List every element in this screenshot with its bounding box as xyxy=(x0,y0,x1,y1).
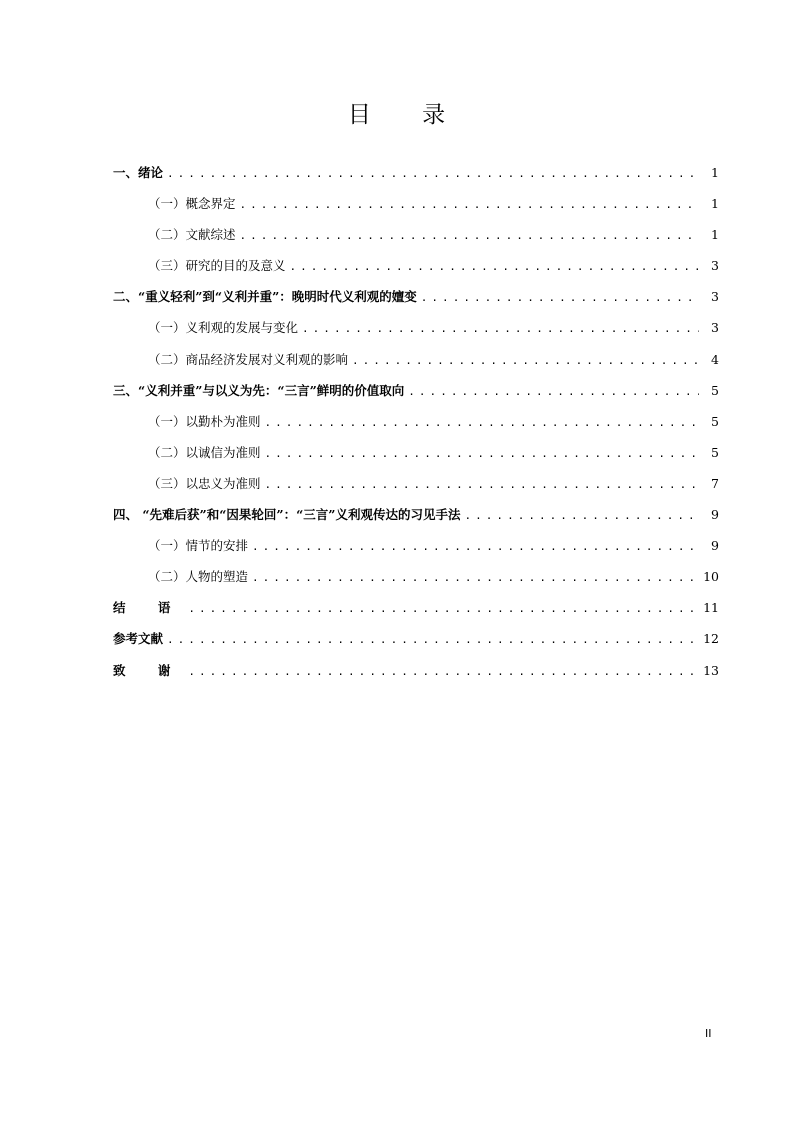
toc-entry[interactable] xyxy=(113,530,719,561)
toc-dot-leader xyxy=(252,531,699,562)
toc-entry-label: 二、“重义轻利”到“义利并重”：晚明时代义利观的嬗变 xyxy=(113,289,417,305)
toc-dot-leader xyxy=(188,656,697,687)
toc-entry[interactable] xyxy=(113,437,719,468)
toc-entry[interactable] xyxy=(113,499,719,530)
toc-entry-page: 4 xyxy=(711,351,719,367)
toc-entry[interactable] xyxy=(113,655,719,686)
toc-entry-label: 一、绪论 xyxy=(113,165,164,180)
page-number: II xyxy=(705,1027,712,1040)
toc-entry[interactable] xyxy=(113,592,719,623)
toc-entry-page: 10 xyxy=(703,569,719,585)
toc-entry[interactable] xyxy=(113,219,719,250)
toc-dot-leader xyxy=(465,500,700,531)
toc-dot-leader xyxy=(265,438,699,469)
toc-entry-label: （二）以诚信为准则 xyxy=(148,444,261,460)
page-title: 目 录 xyxy=(347,102,468,128)
toc-dot-leader xyxy=(352,345,699,376)
toc-entry[interactable] xyxy=(113,157,719,188)
toc-entry[interactable] xyxy=(113,250,719,281)
toc-entry[interactable] xyxy=(113,623,719,654)
toc-dot-leader xyxy=(188,593,697,624)
toc-entry-label: 参考文献 xyxy=(113,631,164,647)
toc-entry-page: 5 xyxy=(711,413,719,429)
toc-entry-label: （二）人物的塑造 xyxy=(148,569,249,585)
toc-entry-page: 1 xyxy=(711,227,719,243)
toc-entry[interactable] xyxy=(113,375,719,406)
toc-entry-label: （一）义利观的发展与变化 xyxy=(148,320,299,336)
toc-entry[interactable] xyxy=(113,468,719,499)
toc-entry-page: 1 xyxy=(711,196,719,212)
toc-entry[interactable] xyxy=(113,344,719,375)
table-of-contents xyxy=(113,157,719,686)
toc-entry-page: 5 xyxy=(711,382,719,398)
toc-entry[interactable] xyxy=(113,406,719,437)
toc-entry-label: 三、“义利并重”与以义为先：“三言”鲜明的价值取向 xyxy=(113,382,405,398)
toc-entry-page: 3 xyxy=(711,320,719,336)
toc-entry-label: （一）以勤朴为准则 xyxy=(148,413,261,429)
toc-entry-page: 11 xyxy=(703,600,719,616)
toc-entry[interactable] xyxy=(113,281,719,312)
toc-dot-leader xyxy=(408,376,699,407)
toc-entry-page: 9 xyxy=(711,507,719,523)
toc-dot-leader xyxy=(252,562,697,593)
toc-entry-page: 13 xyxy=(703,662,719,678)
toc-dot-leader xyxy=(240,189,699,220)
toc-dot-leader xyxy=(302,313,699,344)
toc-entry-page: 3 xyxy=(711,258,719,274)
toc-entry-page: 7 xyxy=(711,475,719,491)
toc-entry-label: （三）研究的目的及意义 xyxy=(148,258,286,274)
toc-dot-leader xyxy=(240,220,699,251)
toc-entry-label: 四、 “先难后获”和“因果轮回”：“三言”义利观传达的习见手法 xyxy=(113,507,461,523)
toc-entry[interactable] xyxy=(113,312,719,343)
toc-dot-leader xyxy=(167,158,699,189)
toc-entry-label: （三）以忠义为准则 xyxy=(148,475,261,491)
toc-entry-label: 结 语 xyxy=(113,600,185,616)
toc-entry-label: （二）文献综述 xyxy=(148,227,236,243)
toc-entry-label: （一）概念界定 xyxy=(148,196,236,212)
toc-dot-leader xyxy=(167,624,697,655)
toc-dot-leader xyxy=(421,282,699,313)
toc-dot-leader xyxy=(265,469,699,500)
toc-dot-leader xyxy=(290,251,699,282)
toc-entry-page: 5 xyxy=(711,444,719,460)
toc-entry-label: （一）情节的安排 xyxy=(148,538,249,554)
toc-entry-label: （二）商品经济发展对义利观的影响 xyxy=(148,351,349,367)
toc-entry-label: 致 谢 xyxy=(113,662,185,678)
toc-dot-leader xyxy=(265,407,699,438)
toc-entry[interactable] xyxy=(113,188,719,219)
toc-entry[interactable] xyxy=(113,561,719,592)
toc-entry-page: 12 xyxy=(703,631,719,647)
toc-entry-page: 3 xyxy=(711,289,719,305)
toc-entry-page: 9 xyxy=(711,538,719,554)
toc-entry-page: 1 xyxy=(711,165,719,180)
